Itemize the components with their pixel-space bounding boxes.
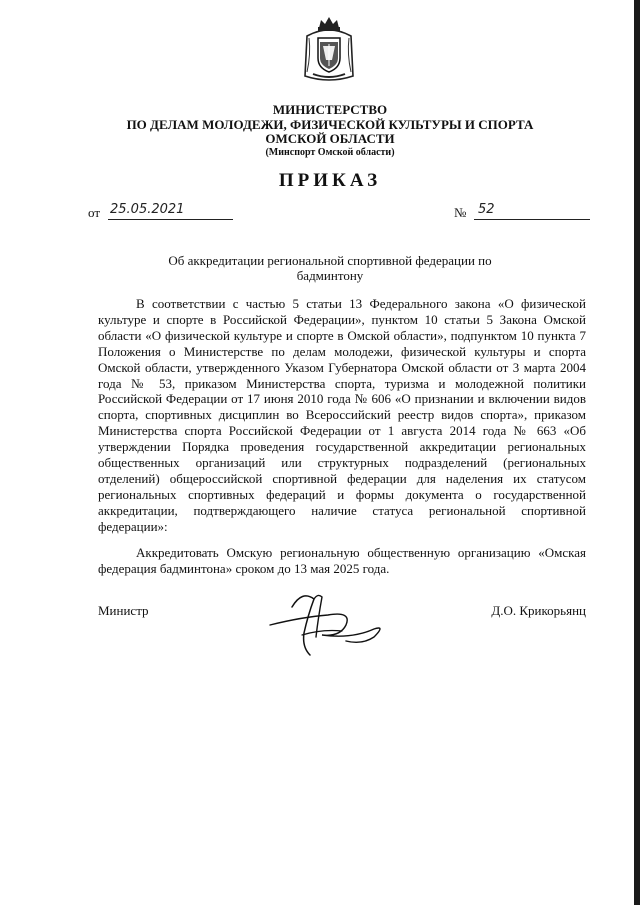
order-number xyxy=(454,203,594,223)
number-underline xyxy=(474,219,590,220)
ministry-short-name: (Минспорт Омской области) xyxy=(265,147,395,158)
operative-paragraph: Аккредитовать Омскую региональную общественную организацию «Омская федерация бадминтона» сроком до 13 мая 2025 года. xyxy=(98,545,586,576)
signature-icon xyxy=(262,585,392,665)
number-label: № xyxy=(454,205,467,220)
order-subject: Об аккредитации региональной спортивной федерации по бадминтону xyxy=(168,253,492,283)
number-value: 52 xyxy=(478,202,495,217)
ministry-name-line3: ОМСКОЙ ОБЛАСТИ xyxy=(265,131,395,146)
preamble-paragraph: В соответствии с частью 5 статьи 13 Федерального закона «О физической культуре и спорте в Российской Федерации», пунктом 10 статьи 5 Закона Омской области «О физической культуре и спорте в Омской области», подпунктом 10 пункта 7 Положения о Министерстве по делам молодежи, физической культуры и спорта Омской области, утвержденного Указом Губернатора Омской области от 3 марта 2004 года № 53, приказом Министерства спорта, туризма и молодежной политики Российской Федерации от 17 июня 2010 года № 606 «О признании и включении видов спорта, спортивных дисциплин во Всероссийский реестр видов спорта», приказом Министерства спорта Российской Федерации от 1 августа 2014 года № 663 «Об утверждении Порядка проведения государственной аккредитации региональных общественных организаций или структурных подразделений (региональных отделений) общероссийской спортивной федерации для наделения их статусом региональных спортивных федераций и формы документа о государственной аккредитации, подтверждающего наличие статуса региональной спортивной федерации»: xyxy=(98,296,586,534)
scan-edge xyxy=(634,0,640,905)
document-title: ПРИКАЗ xyxy=(278,170,382,191)
date-label: от xyxy=(88,205,101,220)
ministry-name-line2: ПО ДЕЛАМ МОЛОДЕЖИ, ФИЗИЧЕСКОЙ КУЛЬТУРЫ И СПОРТА xyxy=(126,117,534,132)
coat-of-arms-icon xyxy=(299,14,359,84)
order-date xyxy=(88,203,238,223)
date-underline xyxy=(108,219,233,220)
signatory-name: Д.О. Крикорьянц xyxy=(491,603,586,618)
signatory-position: Министр xyxy=(98,603,149,618)
date-value: 25.05.2021 xyxy=(110,202,185,217)
ministry-name-line1: МИНИСТЕРСТВО xyxy=(272,102,388,117)
